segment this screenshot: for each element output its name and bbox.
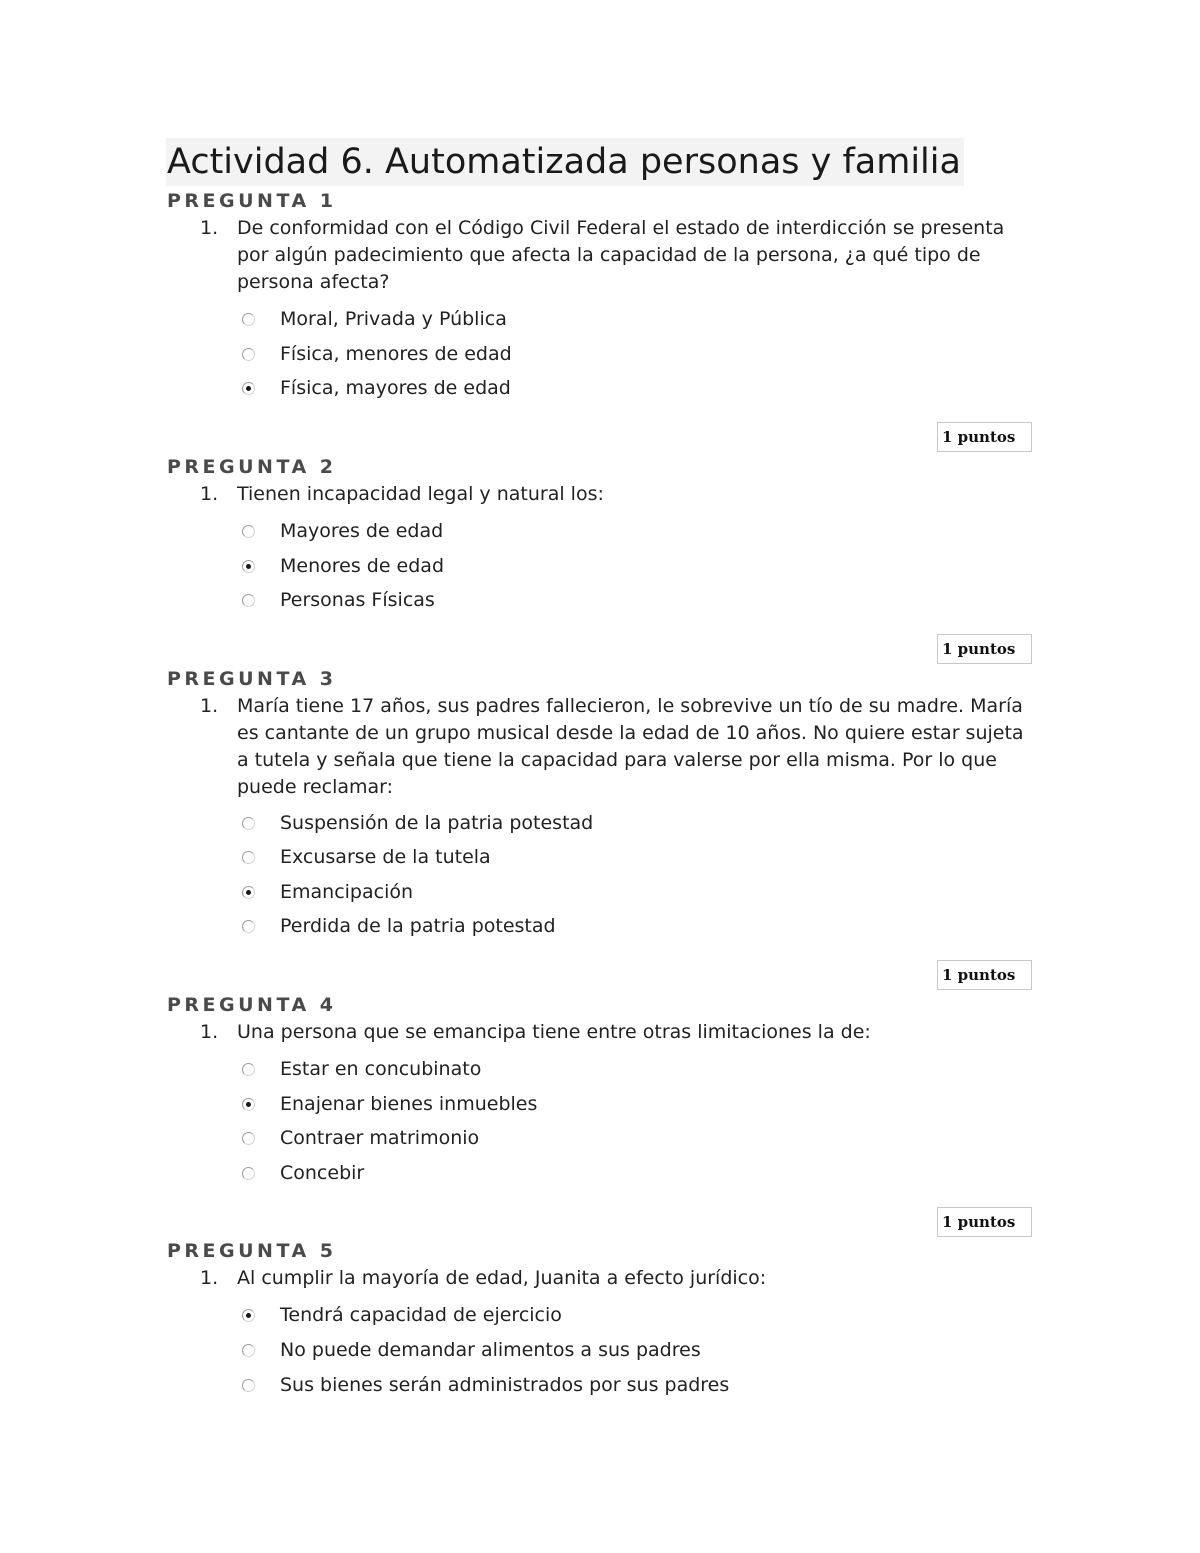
option-label: Perdida de la patria potestad: [280, 915, 556, 937]
option-label: Suspensión de la patria potestad: [280, 812, 594, 834]
question-text: Tienen incapacidad legal y natural los:: [237, 483, 604, 505]
score-badge: 1 puntos: [937, 634, 1032, 664]
radio-button[interactable]: [242, 1167, 255, 1180]
answer-option[interactable]: [240, 810, 593, 836]
question-number: 1.: [200, 217, 219, 239]
radio-button-selected[interactable]: [242, 560, 255, 573]
question-number: 1.: [200, 483, 219, 505]
option-label: Física, menores de edad: [280, 343, 512, 365]
answer-option[interactable]: [240, 306, 507, 332]
answer-option[interactable]: [240, 844, 491, 870]
option-label: Mayores de edad: [280, 520, 444, 542]
radio-button-selected[interactable]: [242, 382, 255, 395]
answer-option[interactable]: [240, 553, 444, 579]
radio-button[interactable]: [242, 851, 255, 864]
radio-button[interactable]: [242, 1379, 255, 1392]
answer-option[interactable]: [240, 1160, 364, 1186]
option-label: Sus bienes serán administrados por sus padres: [280, 1374, 730, 1396]
option-label: Tendrá capacidad de ejercicio: [280, 1304, 562, 1326]
option-label: Contraer matrimonio: [280, 1127, 480, 1149]
score-badge: 1 puntos: [937, 1207, 1032, 1237]
question-number: 1.: [200, 1267, 219, 1289]
option-label: Estar en concubinato: [280, 1058, 482, 1080]
option-label: Menores de edad: [280, 555, 445, 577]
option-label: Moral, Privada y Pública: [280, 308, 507, 330]
radio-button[interactable]: [242, 817, 255, 830]
answer-option[interactable]: [240, 1056, 481, 1082]
answer-option[interactable]: [240, 1302, 562, 1328]
radio-button[interactable]: [242, 1132, 255, 1145]
option-label: Excusarse de la tutela: [280, 846, 491, 868]
option-label: No puede demandar alimentos a sus padres: [280, 1339, 701, 1361]
option-label: Física, mayores de edad: [280, 377, 511, 399]
question-header: PREGUNTA 5: [167, 1240, 337, 1262]
radio-button-selected[interactable]: [242, 1309, 255, 1322]
radio-button[interactable]: [242, 348, 255, 361]
radio-button[interactable]: [242, 1344, 255, 1357]
question-text: Al cumplir la mayoría de edad, Juanita a efecto jurídico:: [237, 1267, 767, 1289]
answer-option[interactable]: [240, 375, 511, 401]
answer-option[interactable]: [240, 1125, 479, 1151]
question-prompt: [200, 481, 1040, 508]
question-text: María tiene 17 años, sus padres fallecieron, le sobrevive un tío de su madre. María es cantante de un grupo musical desde la edad de 10 años. No quiere estar sujeta a tutela y señala que tiene la capacidad para valerse por ella misma. Por lo que puede reclamar:: [237, 695, 1024, 798]
page-title: Actividad 6. Automatizada personas y familia: [166, 138, 964, 186]
question-header: PREGUNTA 3: [167, 668, 337, 690]
option-label: Concebir: [280, 1162, 365, 1184]
option-label: Enajenar bienes inmuebles: [280, 1093, 538, 1115]
question-text: De conformidad con el Código Civil Federal el estado de interdicción se presenta por algún padecimiento que afecta la capacidad de la persona, ¿a qué tipo de persona afecta?: [237, 217, 1005, 293]
answer-option[interactable]: [240, 913, 556, 939]
radio-button-selected[interactable]: [242, 886, 255, 899]
radio-button[interactable]: [242, 920, 255, 933]
answer-option[interactable]: [240, 1372, 729, 1398]
question-header: PREGUNTA 4: [167, 994, 337, 1016]
score-badge: 1 puntos: [937, 422, 1032, 452]
option-label: Personas Físicas: [280, 589, 435, 611]
option-label: Emancipación: [280, 881, 414, 903]
question-prompt: [200, 215, 1040, 296]
answer-option[interactable]: [240, 518, 443, 544]
answer-option[interactable]: [240, 587, 435, 613]
answer-option[interactable]: [240, 1091, 537, 1117]
answer-option[interactable]: [240, 1337, 701, 1363]
radio-button-selected[interactable]: [242, 1098, 255, 1111]
radio-button[interactable]: [242, 1063, 255, 1076]
question-header: PREGUNTA 2: [167, 456, 337, 478]
radio-button[interactable]: [242, 525, 255, 538]
question-prompt: [200, 1265, 1040, 1292]
answer-option[interactable]: [240, 341, 512, 367]
radio-button[interactable]: [242, 594, 255, 607]
question-prompt: [200, 1019, 1040, 1046]
question-header: PREGUNTA 1: [167, 190, 337, 212]
question-number: 1.: [200, 695, 219, 717]
score-badge: 1 puntos: [937, 960, 1032, 990]
question-text: Una persona que se emancipa tiene entre otras limitaciones la de:: [237, 1021, 871, 1043]
answer-option[interactable]: [240, 879, 413, 905]
radio-button[interactable]: [242, 313, 255, 326]
question-prompt: [200, 693, 1040, 801]
question-number: 1.: [200, 1021, 219, 1043]
